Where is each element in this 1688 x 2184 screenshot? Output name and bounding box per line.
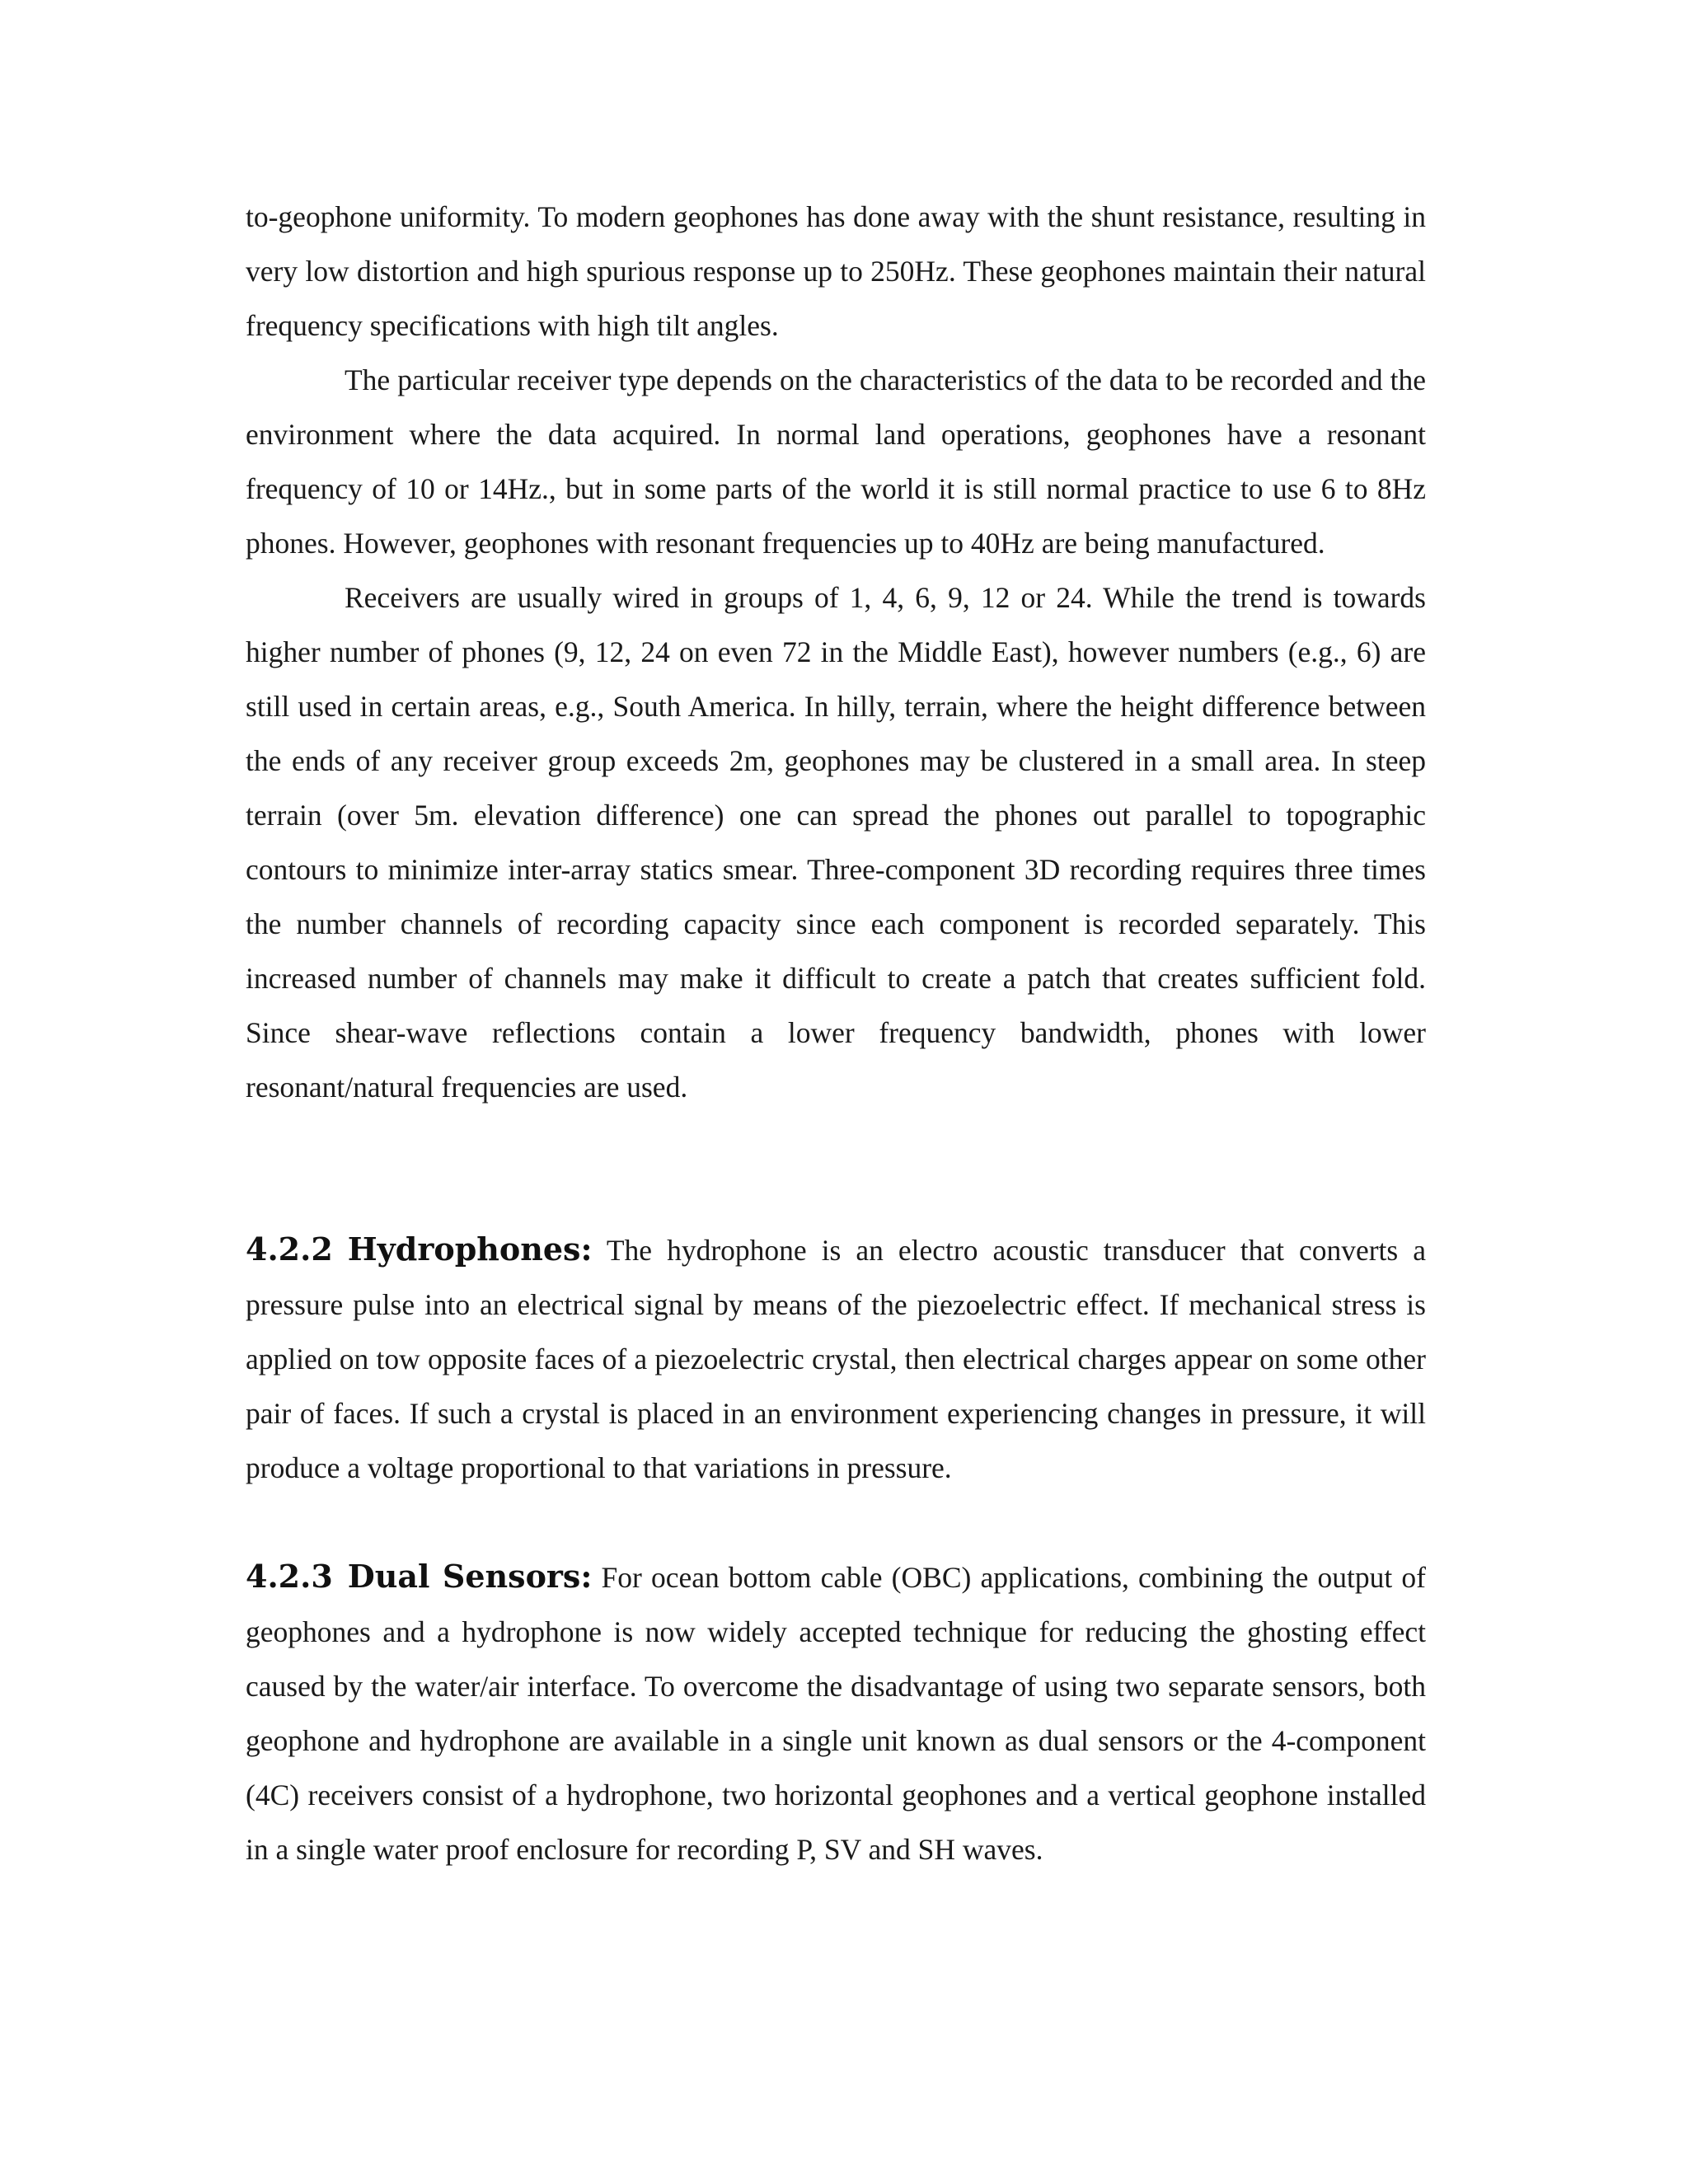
section-body: For ocean bottom cable (OBC) applications, combining the output of geophones and a hydrophone is now widely accepted technique for reducing the ghosting effect caused by the water/air interface. To overcome the disadvantage of using two separate sensors, both geophone and hydrophone are available in a single unit known as dual sensors or the 4-component (4C) receivers consist of a hydrophone, two horizontal geophones and a vertical geophone installed in a single water proof enclosure for recording P, SV and SH waves. — [246, 1561, 1427, 1866]
section-heading-dual-sensors — [246, 1558, 592, 1595]
section-number: 4.2.3 — [246, 1558, 333, 1595]
body-text-block — [246, 190, 1426, 1114]
paragraph-geophone-uniformity: to-geophone uniformity. To modern geophones has done away with the shunt resistance, resulting in very low distortion and high spurious response up to 250Hz. These geophones maintain their natural frequency specifications with high tilt angles. — [246, 200, 1426, 342]
section-hydrophones — [246, 1222, 1426, 1495]
section-heading-hydrophones — [246, 1230, 592, 1268]
section-title: Dual Sensors: — [347, 1558, 593, 1595]
paragraph-receiver-type: The particular receiver type depends on the characteristics of the data to be recorded and the environment where the data acquired. In normal land operations, geophones have a resonant frequency of 10 or 14Hz., but in some parts of the world it is still normal practice to use 6 to 8Hz phones. However, geophones with resonant frequencies up to 40Hz are being manufactured. — [246, 363, 1426, 560]
section-hydrophones-paragraph — [246, 1222, 1426, 1495]
section-dual-sensors — [246, 1549, 1426, 1877]
section-dual-sensors-paragraph — [246, 1549, 1426, 1877]
section-body: The hydrophone is an electro acoustic transducer that converts a pressure pulse into an electrical signal by means of the piezoelectric effect. If mechanical stress is applied on tow opposite faces of a piezoelectric crystal, then electrical charges appear on some other pair of faces. If such a crystal is placed in an environment experiencing changes in pressure, it will produce a voltage proportional to that variations in pressure. — [246, 1234, 1426, 1484]
section-title: Hydrophones: — [347, 1230, 593, 1268]
section-number: 4.2.2 — [246, 1230, 333, 1268]
paragraph-receiver-groups: Receivers are usually wired in groups of 1, 4, 6, 9, 12 or 24. While the trend is towards higher number of phones (9, 12, 24 on even 72 in the Middle East), however numbers (e.g., 6) are still used in certain areas, e.g., South America. In hilly, terrain, where the height difference between the ends of any receiver group exceeds 2m, geophones may be clustered in a small area. In steep terrain (over 5m. elevation difference) one can spread the phones out parallel to topographic contours to minimize inter-array statics smear. Three-component 3D recording requires three times the number channels of recording capacity since each component is recorded separately. This increased number of channels may make it difficult to create a patch that creates sufficient fold. Since shear-wave reflections contain a lower frequency bandwidth, phones with lower resonant/natural frequencies are used. — [246, 581, 1426, 1104]
